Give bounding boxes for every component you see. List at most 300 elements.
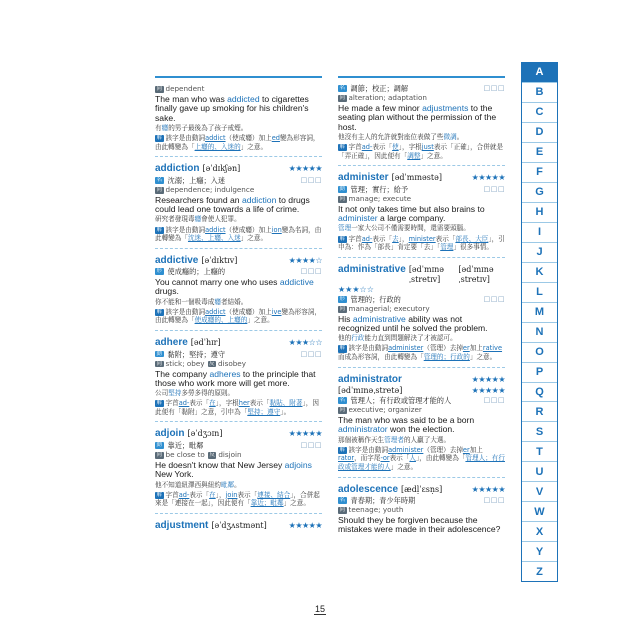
definition: 沈溺；上癮；入迷 — [167, 175, 226, 185]
text-run: 。 — [456, 132, 464, 141]
text-run: He doesn't know that New Jersey — [155, 459, 285, 470]
text-run: addicted — [227, 94, 260, 104]
note-tag: 解 — [156, 135, 163, 142]
index-letter-o[interactable]: O — [522, 343, 557, 363]
text-run: 一家大公司不僅需要時間，還需要頭腦。 — [351, 224, 470, 233]
definition: 青春期；青少年時期 — [350, 496, 416, 506]
text-run: 該字是由動詞 — [165, 134, 206, 143]
text-run: 字首 — [165, 399, 179, 408]
part-of-speech-tag: 名 — [339, 85, 346, 92]
text-run: won the election. — [387, 424, 455, 435]
text-run: 該字是由動詞 — [348, 344, 389, 353]
note-tag: 解 — [156, 400, 163, 407]
text-run: 」之意。 — [283, 499, 310, 508]
example-sentence — [155, 370, 322, 389]
headword: administrator — [338, 373, 402, 385]
sense-line — [338, 496, 505, 505]
headword: adjoin — [155, 428, 185, 440]
synonym-tag: 同 — [156, 451, 163, 458]
headword: addictive — [155, 254, 199, 266]
synonyms — [338, 93, 505, 102]
text-run: 調整 — [407, 151, 421, 160]
index-letter-q[interactable]: Q — [522, 383, 557, 403]
text-run: administer — [338, 212, 378, 223]
text-run: 他的 — [338, 334, 352, 343]
text-run: 管理的；行政的 — [423, 352, 470, 361]
right-column — [338, 76, 505, 546]
text-run: 。 — [234, 480, 241, 489]
antonym-tag: 反 — [209, 360, 215, 367]
text-run: You cannot marry one who uses — [155, 277, 280, 288]
antonym-text: disobey — [218, 358, 246, 368]
index-letter-h[interactable]: H — [522, 203, 557, 223]
phonetic: [ædḷˈɛsṇs] — [401, 484, 443, 494]
text-run: 管理者 — [384, 435, 404, 444]
checkbox-icons: □□□ — [483, 84, 505, 93]
text-run: 表示「 — [249, 399, 270, 408]
text-run: a large company. — [377, 212, 446, 223]
etymology-note — [338, 143, 505, 160]
note-tag: 解 — [339, 446, 346, 453]
example-translation — [155, 215, 322, 223]
phonetic: [əˈdɪkʃən] — [202, 164, 241, 174]
page-number-text: 15 — [314, 604, 325, 614]
text-run: 」，字根 — [215, 399, 239, 408]
top-rule — [155, 76, 322, 78]
text-run: 字首 — [348, 143, 362, 152]
part-of-speech-tag: 名 — [156, 176, 163, 183]
phonetic: [ədˈmɪnəˌstretɪv] — [408, 264, 445, 284]
sense-line — [338, 185, 505, 194]
text-run: 字首 — [348, 234, 362, 243]
dictionary-entry — [155, 255, 322, 331]
rating-stars: ★★★★☆ — [288, 255, 322, 265]
text-run: 」，字根 — [398, 143, 422, 152]
part-of-speech-tag: 名 — [339, 497, 346, 504]
rating-stars: ★★★★★ — [471, 386, 505, 396]
etymology-note — [155, 134, 322, 151]
text-run: （使成癮）加上 — [225, 307, 272, 316]
dictionary-entry — [155, 163, 322, 248]
entry-header — [155, 255, 322, 268]
index-letter-f[interactable]: F — [522, 163, 557, 183]
text-run: 」，由此轉變為「 — [415, 454, 466, 463]
synonym-tag: 同 — [339, 195, 346, 202]
dictionary-entry — [338, 84, 505, 166]
text-run: 」很多事情。 — [453, 243, 493, 252]
checkbox-icons: □□□ — [300, 267, 322, 276]
text-run: 使 — [392, 143, 399, 152]
text-run: 連接、結合 — [257, 490, 291, 499]
text-run: join — [225, 490, 238, 499]
text-run: 管理 — [440, 243, 454, 252]
example-sentence — [155, 196, 322, 215]
definition: 管理；實行；給予 — [350, 184, 409, 194]
alphabet-index — [521, 62, 558, 582]
phonetic: [ədˈmɪnəstə] — [391, 173, 442, 183]
text-run: 那個被稱作天生 — [338, 435, 385, 444]
index-letter-v[interactable]: V — [522, 482, 557, 502]
text-run: drugs. — [155, 286, 179, 297]
text-run: 公司 — [155, 389, 169, 398]
entry-header — [155, 520, 322, 533]
text-run: administer — [388, 344, 424, 353]
index-letter-p[interactable]: P — [522, 363, 557, 383]
text-run: 堅持 — [168, 389, 182, 398]
text-run: to drugs could lead one towards a life of crime. — [155, 194, 310, 214]
synonym-tag: 同 — [339, 507, 346, 514]
part-of-speech-tag: 形 — [156, 268, 163, 275]
definition: 調節；校正；調解 — [350, 84, 409, 93]
synonym-text: dependence; indulgence — [165, 184, 255, 194]
synonym-tag: 同 — [156, 186, 163, 193]
index-letter-d[interactable]: D — [522, 123, 557, 143]
index-letter-e[interactable]: E — [522, 143, 557, 163]
text-run: New York. — [155, 469, 194, 480]
sense-line — [155, 350, 322, 359]
text-run: The man who was — [155, 94, 228, 104]
example-translation — [338, 436, 505, 444]
text-run: 在 — [209, 490, 216, 499]
phonetic: [ədˈmɪnəˌstretə] — [338, 386, 403, 396]
rating-stars: ★★★☆☆ — [288, 338, 322, 348]
text-run: ability was not recognized until he solved the problem. — [338, 313, 488, 333]
note-tag: 解 — [339, 144, 346, 151]
checkbox-icons: □□□ — [483, 294, 505, 303]
text-run: addictive — [279, 277, 314, 288]
headword: adolescence — [338, 483, 399, 495]
text-run: ad- — [361, 143, 373, 152]
index-letter-r[interactable]: R — [522, 402, 557, 422]
index-letter-n[interactable]: N — [522, 323, 557, 343]
synonyms — [338, 505, 505, 514]
text-run: ad- — [361, 234, 373, 243]
text-run: （管理）去掉 — [423, 344, 463, 353]
text-run: 變為形容詞，由此轉變為「 — [155, 134, 320, 151]
checkbox-icons: □□□ — [300, 441, 322, 450]
text-run: 變為形容詞，由此轉變為「 — [155, 307, 322, 325]
etymology-note — [338, 235, 505, 252]
dictionary-entry — [338, 484, 505, 540]
synonym-tag: 同 — [339, 305, 346, 312]
text-run: ，而字尾 — [354, 454, 381, 463]
text-run: 會使人犯罪。 — [201, 215, 241, 224]
text-run: 有 — [155, 123, 162, 132]
phonetic: [əˈdʒʌstmənt] — [211, 520, 267, 530]
text-run: minister — [408, 234, 436, 243]
text-run: 靠近；毗鄰 — [250, 499, 284, 508]
definition: 使成癮的；上癮的 — [167, 267, 226, 277]
text-run: her — [238, 399, 250, 408]
text-run: 」之意。 — [240, 142, 268, 151]
definition: 靠近；毗鄰 — [167, 440, 204, 450]
text-run: 」之意。 — [240, 234, 268, 243]
dictionary-entry — [155, 337, 322, 422]
sense-line — [155, 267, 322, 276]
checkbox-icons: □□□ — [300, 175, 322, 184]
text-run: adheres — [209, 368, 241, 379]
text-run: to the seating plan without the permission of the host. — [338, 103, 497, 132]
text-run: 你不能和一個吸毒成 — [155, 297, 215, 306]
text-run: （使成癮）加上 — [225, 134, 272, 143]
index-letter-u[interactable]: U — [522, 462, 557, 482]
text-run: ed — [271, 134, 280, 143]
synonyms — [155, 185, 322, 194]
text-run: 的人贏了大選。 — [403, 435, 451, 444]
antonym-text: disjoin — [218, 449, 242, 459]
text-run: 表示「 — [435, 234, 456, 243]
index-letter-w[interactable]: W — [522, 502, 557, 522]
text-run: administrative — [352, 313, 406, 324]
text-run: 表示「 — [372, 143, 393, 152]
phonetic: [ədˈmɪnəˌstretɪv] — [458, 264, 494, 284]
index-letter-a[interactable]: A — [522, 63, 557, 83]
text-run: just — [421, 143, 434, 152]
text-run: 癮 — [194, 215, 202, 224]
text-run: to cigarettes finally gave up smoking for his children's sake. — [155, 94, 309, 123]
text-run: 加上 — [469, 344, 483, 353]
etymology-note — [155, 491, 322, 508]
text-run: 沈迷、上癮、入迷 — [187, 234, 241, 243]
text-run: 」之意。 — [469, 352, 497, 361]
example-sentence — [155, 278, 322, 297]
text-run: 使成癮的、上癮的 — [194, 316, 248, 325]
dictionary-entry — [155, 84, 322, 157]
rating-stars: ★★★★★ — [471, 374, 505, 384]
index-letter-b[interactable]: B — [522, 83, 557, 103]
text-run: 能力直到問題解決了才被認可。 — [364, 334, 457, 343]
example-translation — [155, 389, 322, 397]
synonyms — [155, 359, 322, 368]
dictionary-entry — [338, 172, 505, 257]
text-run: 加上 — [469, 445, 483, 454]
text-run: 」之意。 — [420, 151, 447, 160]
text-run: 」， — [215, 490, 226, 499]
synonym-text: stick; obey — [165, 358, 205, 368]
entry-header — [338, 264, 505, 285]
text-run: 癮 — [214, 297, 221, 306]
example-translation — [338, 224, 505, 232]
text-run: 表示「 — [372, 234, 393, 243]
text-run: 」，因此便有「黏附」之意，引申為「 — [155, 399, 319, 416]
phonetic: [əˈdɪktɪv] — [201, 255, 238, 265]
synonym-text: be close to — [165, 449, 205, 459]
example-sentence — [338, 516, 505, 535]
text-run: 多勞多得的原則。 — [181, 389, 235, 398]
synonym-tag: 同 — [339, 95, 346, 101]
example-translation — [155, 124, 322, 132]
text-run: 變為名詞，由此轉變為「 — [155, 225, 322, 243]
part-of-speech-tag: 動 — [156, 350, 163, 357]
text-run: 表示「 — [189, 490, 210, 499]
dictionary-entry — [338, 374, 505, 478]
definition: 黏附；堅持；遵守 — [167, 349, 226, 359]
index-letter-g[interactable]: G — [522, 183, 557, 203]
checkbox-icons: □□□ — [483, 184, 505, 193]
synonym-tag: 同 — [156, 86, 163, 92]
example-sentence — [338, 205, 505, 224]
entry-header — [155, 337, 322, 350]
headword: adjustment — [155, 519, 209, 531]
rating-stars: ★★★★★ — [288, 429, 322, 439]
headword: adhere — [155, 337, 188, 349]
entry-header — [338, 172, 505, 185]
text-run: administrator — [338, 424, 388, 435]
text-run: 表示「 — [389, 454, 410, 463]
index-letter-j[interactable]: J — [522, 243, 557, 263]
rating-stars: ★★★★★ — [288, 520, 322, 530]
rating-stars: ★★★★★ — [471, 484, 505, 494]
text-run: er — [462, 445, 470, 454]
synonym-text: executive; organizer — [348, 405, 422, 415]
text-run: 去 — [392, 234, 399, 243]
text-run: （使成癮）加上 — [225, 225, 272, 234]
example-translation — [338, 334, 505, 342]
index-letter-x[interactable]: X — [522, 522, 557, 542]
text-run: Researchers found an — [155, 194, 242, 205]
sense-line — [338, 295, 505, 304]
note-tag: 解 — [156, 491, 163, 498]
entry-header — [338, 374, 505, 387]
example-translation — [155, 298, 322, 306]
text-run: 該字是由動詞 — [165, 225, 206, 234]
phonetic: [ədˈhɪr] — [190, 338, 221, 348]
text-run: to the principle that those who work more will get more. — [155, 368, 316, 388]
example-sentence — [155, 461, 322, 480]
rating-stars: ★★★☆☆ — [338, 284, 374, 294]
text-run: 」。 — [280, 407, 291, 416]
part-of-speech-tag: 形 — [339, 295, 346, 302]
example-sentence — [338, 416, 505, 435]
sense-line — [338, 396, 505, 405]
etymology-note — [155, 308, 322, 325]
text-run: rator — [338, 454, 355, 463]
headword: addiction — [155, 163, 200, 175]
synonym-text: managerial; executory — [348, 303, 430, 313]
text-run: 在 — [209, 399, 216, 408]
text-run: addiction — [241, 194, 277, 205]
text-run: 研究者發現毒 — [155, 215, 195, 224]
dictionary-entry — [155, 428, 322, 513]
text-run: 」之意。 — [390, 462, 418, 471]
text-run: 部長、大臣 — [455, 234, 489, 243]
index-letter-s[interactable]: S — [522, 422, 557, 442]
etymology-note — [338, 446, 505, 472]
text-run: 」，引申為：作為「部長」肯定要「去」「 — [338, 234, 505, 252]
text-run: er — [462, 344, 470, 353]
text-run: 他沒有主人的允許就對座位表做了些 — [338, 132, 444, 141]
text-run: 黏貼、附著 — [269, 399, 303, 408]
index-letter-i[interactable]: I — [522, 223, 557, 243]
headword: administer — [338, 172, 389, 184]
text-run: It not only takes time but also brains to — [338, 203, 485, 214]
text-run: 毗鄰 — [220, 480, 235, 489]
text-run: 管理人；有行政或管理才能的人 — [338, 454, 505, 471]
text-run: 表示「 — [189, 399, 210, 408]
text-run: 管理 — [338, 224, 352, 233]
text-run: His — [338, 313, 353, 324]
entry-header — [338, 484, 505, 497]
example-translation — [338, 133, 505, 141]
etymology-note — [338, 344, 505, 361]
index-letter-m[interactable]: M — [522, 303, 557, 323]
text-run: The company — [155, 368, 210, 379]
example-sentence — [155, 95, 322, 123]
entry-header — [155, 428, 322, 441]
top-rule — [338, 76, 505, 78]
text-run: -or — [380, 454, 390, 463]
index-letter-z[interactable]: Z — [536, 565, 543, 578]
synonyms — [155, 450, 322, 459]
synonym-text: dependent — [165, 84, 205, 93]
index-letter-y[interactable]: Y — [522, 542, 557, 562]
text-run: adjoins — [284, 459, 312, 470]
phonetic: [əˈdʒɔɪn] — [187, 429, 223, 439]
index-letter-l[interactable]: L — [522, 283, 557, 303]
text-run: ive — [271, 307, 282, 316]
example-sentence — [338, 104, 505, 132]
example-sentence — [338, 315, 505, 334]
phonetic-row — [338, 386, 505, 396]
definition: 管理的；行政的 — [350, 294, 401, 304]
text-run: ion — [271, 225, 282, 234]
text-run: 」之意。 — [247, 316, 274, 325]
etymology-note — [155, 226, 322, 243]
synonym-text: teenage; youth — [348, 505, 404, 515]
note-tag: 解 — [156, 308, 163, 315]
text-run: 微調 — [443, 132, 457, 141]
example-translation — [155, 481, 322, 489]
text-run: He made a few minor — [338, 103, 423, 113]
text-run: addict — [205, 307, 226, 316]
left-column — [155, 76, 322, 532]
text-run: adjustments — [422, 103, 469, 113]
synonym-tag: 同 — [156, 360, 163, 367]
text-run: 表示「 — [237, 490, 258, 499]
index-letter-t[interactable]: T — [522, 442, 557, 462]
text-run: rative — [482, 344, 503, 353]
rating-stars: ★★★★★ — [471, 173, 505, 183]
text-run: 」，合併起來是「連接在一起」，因此便有「 — [155, 490, 320, 508]
index-letter-c[interactable]: C — [522, 103, 557, 123]
text-run: 而成為形容詞，由此轉變為「 — [338, 352, 424, 361]
synonyms — [338, 405, 505, 414]
text-run: 該字是由動詞 — [348, 445, 389, 454]
index-letter-k[interactable]: K — [522, 263, 557, 283]
part-of-speech-tag: 動 — [156, 442, 163, 449]
note-tag: 解 — [339, 345, 346, 352]
checkbox-icons: □□□ — [483, 396, 505, 405]
sense-line — [155, 441, 322, 450]
text-run: 者結婚。 — [220, 297, 248, 306]
text-run: 表示「正確」，合併就是「弄正確」，因此便有「 — [338, 143, 504, 160]
synonym-tag: 同 — [339, 407, 346, 414]
synonyms — [155, 84, 322, 93]
synonym-text: manage; execute — [348, 193, 412, 203]
antonym-tag: 反 — [209, 451, 215, 458]
part-of-speech-tag: 名 — [339, 397, 346, 404]
entry-header — [155, 163, 322, 176]
text-run: 人 — [409, 454, 416, 463]
text-run: 行政 — [351, 334, 365, 343]
text-run: Should they be forgiven because the mistakes were made in their adolescence? — [338, 515, 501, 535]
text-run: 的男子最後為了孩子戒煙。 — [168, 123, 248, 132]
text-run: addict — [205, 134, 226, 143]
page-number — [0, 604, 640, 614]
text-run: 該字是由動詞 — [165, 307, 206, 316]
part-of-speech-tag: 動 — [339, 185, 346, 192]
sense-line — [338, 84, 505, 93]
